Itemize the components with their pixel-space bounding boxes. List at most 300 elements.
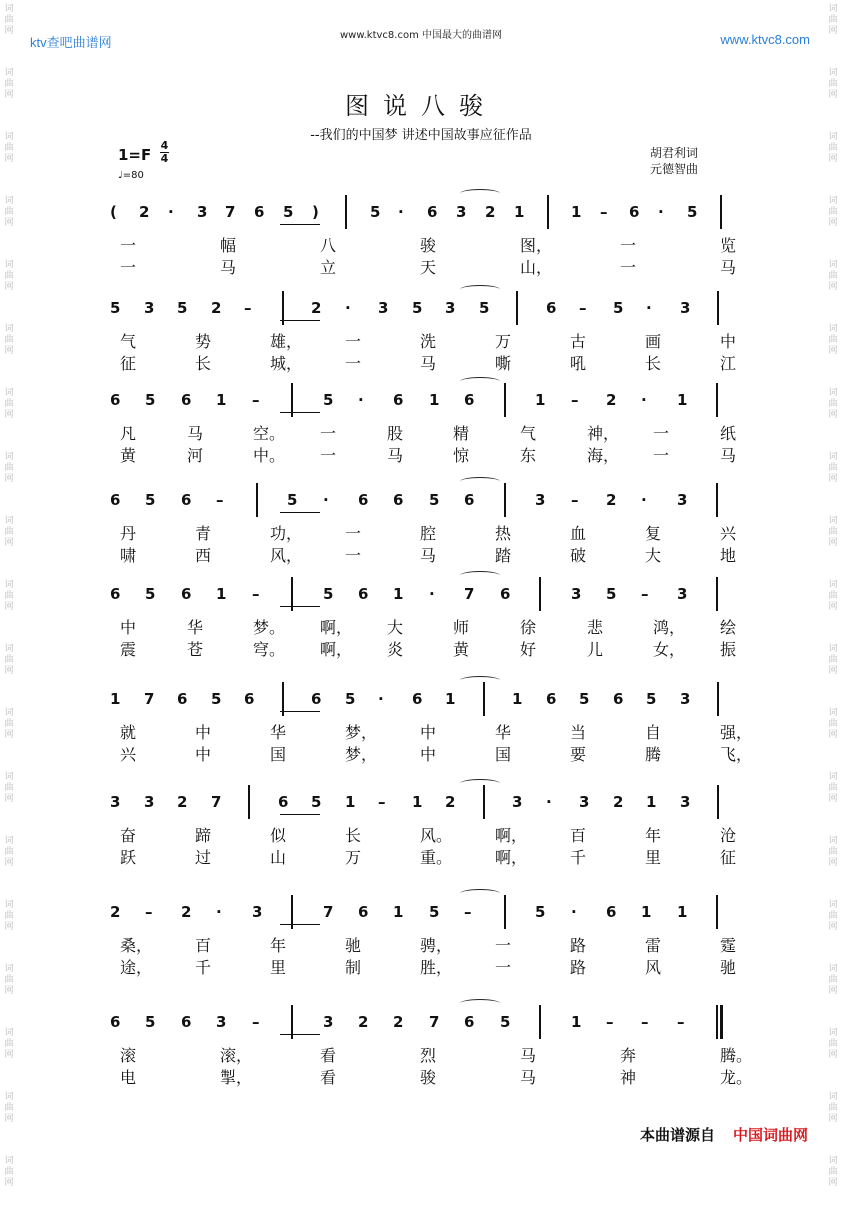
note: – (378, 793, 386, 811)
lyrics-verse-2 (100, 845, 744, 867)
lyric-syllable: 千 (195, 958, 212, 977)
note: 7 (464, 585, 475, 603)
note: – (464, 903, 472, 921)
note: 1 (216, 585, 227, 603)
lyric-syllable: 八 (320, 236, 337, 255)
lyric-syllable: 梦。 (253, 618, 286, 637)
lyric-syllable: 黄 (453, 640, 470, 659)
lyric-syllable: 骏 (420, 1068, 437, 1087)
note: 6 (110, 391, 121, 409)
note: 5 (177, 299, 188, 317)
note: 2 (606, 391, 617, 409)
lyric-syllable: 立 (320, 258, 337, 277)
note: 6 (546, 299, 557, 317)
lyric-syllable: 要 (570, 745, 587, 764)
note: · (546, 793, 552, 811)
lyric-syllable: 精 (453, 424, 470, 443)
lyric-syllable: 跃 (120, 848, 137, 867)
note: 6 (358, 491, 369, 509)
lyric-syllable: 山 (270, 848, 287, 867)
beam-underline (280, 814, 320, 815)
note: 3 (378, 299, 389, 317)
note: 2 (445, 793, 456, 811)
note: ) (312, 203, 319, 221)
note: – (252, 585, 260, 603)
lyric-syllable: 滚， (220, 1046, 253, 1065)
side-watermark-text: 词曲网 (828, 772, 838, 804)
lyric-syllable: 路 (570, 958, 587, 977)
side-watermark-text: 词曲网 (4, 964, 14, 996)
lyric-syllable: 幅 (220, 236, 237, 255)
lyrics-verse-2 (100, 1065, 753, 1087)
notation-line (100, 203, 744, 229)
note: 3 (445, 299, 456, 317)
side-watermark-text: 词曲网 (4, 580, 14, 612)
lyric-syllable: 一 (320, 424, 337, 443)
lyrics-verse-2 (100, 543, 744, 565)
lyric-syllable: 一 (345, 354, 362, 373)
note: · (216, 903, 222, 921)
barline (717, 682, 719, 716)
note: 6 (254, 203, 265, 221)
time-signature (160, 140, 169, 165)
lyric-syllable: 黄 (120, 446, 137, 465)
lyric-syllable: 华 (187, 618, 204, 637)
barline (716, 895, 718, 929)
lyric-syllable: 中 (420, 745, 437, 764)
lyrics-verse-2 (100, 955, 744, 977)
note: · (658, 203, 664, 221)
lyrics-verse-1 (100, 823, 744, 845)
note: ( (110, 203, 117, 221)
side-watermark-text: 词曲网 (828, 580, 838, 612)
note: 6 (427, 203, 438, 221)
note: · (323, 491, 329, 509)
lyric-syllable: 马 (720, 446, 737, 465)
lyric-syllable: 一 (345, 332, 362, 351)
side-watermark-text: 词曲网 (4, 900, 14, 932)
lyric-syllable: 骋， (420, 936, 453, 955)
lyric-syllable: 里 (270, 958, 287, 977)
note: – (244, 299, 252, 317)
note: 5 (145, 391, 156, 409)
slur-mark (460, 285, 500, 294)
lyric-syllable: 飞， (720, 745, 753, 764)
note: 7 (211, 793, 222, 811)
note: – (216, 491, 224, 509)
beam-underline (280, 224, 320, 225)
lyric-syllable: 洗 (420, 332, 437, 351)
footer-prefix: 本曲谱源自 (639, 1126, 715, 1144)
side-watermark-text: 词曲网 (828, 196, 838, 228)
final-barline (720, 1005, 723, 1039)
lyric-syllable: 啊， (495, 848, 528, 867)
note: 5 (429, 491, 440, 509)
lyric-syllable: 奋 (120, 826, 137, 845)
beam-underline (280, 711, 320, 712)
lyric-syllable: 一 (653, 424, 670, 443)
note: · (646, 299, 652, 317)
lyric-syllable: 当 (570, 723, 587, 742)
lyric-syllable: 破 (570, 546, 587, 565)
note: 6 (546, 690, 557, 708)
note: 5 (479, 299, 490, 317)
barline (504, 483, 506, 517)
note: 5 (145, 585, 156, 603)
note: 2 (181, 903, 192, 921)
lyric-syllable: 山， (520, 258, 553, 277)
lyric-syllable: 纸 (720, 424, 737, 443)
lyrics-verse-1 (100, 720, 753, 742)
composer-credit: 元德智曲 (650, 162, 699, 176)
lyric-syllable: 徐 (520, 618, 537, 637)
note: 3 (110, 793, 121, 811)
barline (504, 383, 506, 417)
note: 6 (358, 585, 369, 603)
lyric-syllable: 青 (195, 524, 212, 543)
note: 5 (613, 299, 624, 317)
slur-mark (460, 571, 500, 580)
lyric-syllable: 蹄 (195, 826, 212, 845)
lyric-syllable: 一 (320, 446, 337, 465)
side-watermark-text: 词曲网 (4, 708, 14, 740)
barline (483, 785, 485, 819)
side-watermark-text: 词曲网 (828, 836, 838, 868)
lyric-syllable: 穹。 (253, 640, 286, 659)
side-watermark-text: 词曲网 (828, 260, 838, 292)
lyric-syllable: 胜， (420, 958, 453, 977)
side-watermark-text: 词曲网 (828, 1092, 838, 1124)
lyric-syllable: 大 (387, 618, 404, 637)
note: 3 (512, 793, 523, 811)
note: 6 (110, 1013, 121, 1031)
lyric-syllable: 神 (620, 1068, 637, 1087)
note: 6 (412, 690, 423, 708)
lyricist-credit: 胡君利词 (650, 146, 699, 160)
lyric-syllable: 功， (270, 524, 303, 543)
note: 2 (139, 203, 150, 221)
side-watermark-text: 词曲网 (828, 1156, 838, 1188)
note: 5 (145, 491, 156, 509)
note: 5 (412, 299, 423, 317)
side-watermark-text: 词曲网 (828, 68, 838, 100)
lyric-syllable: 股 (387, 424, 404, 443)
lyric-syllable: 踏 (495, 546, 512, 565)
note: 3 (144, 793, 155, 811)
watermark-right-site[interactable]: www.ktvc8.com (720, 32, 810, 47)
lyric-syllable: 一 (345, 524, 362, 543)
barline (716, 1005, 718, 1039)
lyrics-verse-1 (100, 233, 744, 255)
side-watermark-text: 词曲网 (4, 1156, 14, 1188)
beam-underline (280, 512, 320, 513)
lyric-syllable: 师 (453, 618, 470, 637)
lyric-syllable: 征 (120, 354, 137, 373)
note: 1 (393, 903, 404, 921)
note: 6 (613, 690, 624, 708)
note: 5 (323, 391, 334, 409)
side-watermark-text: 词曲网 (828, 388, 838, 420)
note: 3 (323, 1013, 334, 1031)
lyrics-verse-2 (100, 742, 753, 764)
lyric-syllable: 城， (270, 354, 303, 373)
note: 1 (571, 203, 582, 221)
note: 6 (606, 903, 617, 921)
note: 1 (641, 903, 652, 921)
lyric-syllable: 风 (645, 958, 662, 977)
lyric-syllable: 百 (570, 826, 587, 845)
lyric-syllable: 热 (495, 524, 512, 543)
lyric-syllable: 振 (720, 640, 737, 659)
side-watermark-text: 词曲网 (828, 1028, 838, 1060)
note: 1 (445, 690, 456, 708)
side-watermark-text: 词曲网 (828, 4, 838, 36)
lyrics-verse-2 (100, 255, 744, 277)
note: 1 (110, 690, 121, 708)
lyric-syllable: 桑， (120, 936, 153, 955)
lyric-syllable: 华 (270, 723, 287, 742)
lyric-syllable: 江 (720, 354, 737, 373)
watermark-center: www.ktvc8.com 中国最大的曲谱网 (339, 30, 502, 41)
notation-line (100, 299, 744, 325)
note: 5 (429, 903, 440, 921)
lyric-syllable: 鸿， (653, 618, 686, 637)
note: 1 (514, 203, 525, 221)
song-subtitle: --我们的中国梦 讲述中国故事应征作品 (310, 128, 532, 143)
lyric-syllable: 中 (195, 723, 212, 742)
lyric-syllable: 万 (495, 332, 512, 351)
beam-underline (280, 1034, 320, 1035)
lyrics-verse-2 (100, 637, 744, 659)
lyric-syllable: 兴 (720, 524, 737, 543)
note: 5 (287, 491, 298, 509)
lyric-syllable: 强， (720, 723, 753, 742)
note: 6 (629, 203, 640, 221)
note: 6 (464, 491, 475, 509)
lyric-syllable: 吼 (570, 354, 587, 373)
notation-line (100, 391, 744, 417)
note: 2 (485, 203, 496, 221)
footer-source-link[interactable]: 中国词曲网 (732, 1126, 808, 1144)
notation-line (100, 793, 744, 819)
lyric-syllable: 苍 (187, 640, 204, 659)
lyric-syllable: 就 (120, 723, 137, 742)
barline (483, 682, 485, 716)
lyric-syllable: 国 (495, 745, 512, 764)
lyric-syllable: 沧 (720, 826, 737, 845)
lyric-syllable: 滚 (120, 1046, 137, 1065)
lyrics-verse-2 (100, 351, 744, 373)
note: 5 (687, 203, 698, 221)
lyric-syllable: 自 (645, 723, 662, 742)
lyric-syllable: 马 (520, 1046, 537, 1065)
time-top: 4 (160, 139, 169, 152)
key-signature: 1=F (118, 146, 152, 164)
lyric-syllable: 腔 (420, 524, 437, 543)
lyric-syllable: 雄， (270, 332, 303, 351)
lyric-syllable: 马 (520, 1068, 537, 1087)
side-watermark-text: 词曲网 (4, 772, 14, 804)
note: – (606, 1013, 614, 1031)
barline (539, 1005, 541, 1039)
watermark-left-site[interactable]: ktv查吧曲谱网 (30, 35, 112, 50)
note: 5 (579, 690, 590, 708)
side-watermark-right (826, 0, 840, 1188)
beam-underline (280, 412, 320, 413)
lyric-syllable: 掣， (220, 1068, 253, 1087)
lyric-syllable: 啊， (320, 618, 353, 637)
barline (516, 291, 518, 325)
barline (716, 577, 718, 611)
lyric-syllable: 千 (570, 848, 587, 867)
note: 6 (311, 690, 322, 708)
barline (256, 483, 258, 517)
note: · (641, 491, 647, 509)
lyric-syllable: 马 (220, 258, 237, 277)
beam-underline (280, 924, 320, 925)
lyric-syllable: 气 (120, 332, 137, 351)
lyric-syllable: 长 (345, 826, 362, 845)
note: 7 (323, 903, 334, 921)
lyric-syllable: 血 (570, 524, 587, 543)
note: 3 (579, 793, 590, 811)
note: 5 (646, 690, 657, 708)
note: 6 (464, 391, 475, 409)
note: 2 (613, 793, 624, 811)
note: 6 (500, 585, 511, 603)
barline (716, 383, 718, 417)
note: – (252, 391, 260, 409)
lyric-syllable: 中。 (253, 446, 286, 465)
note: – (571, 491, 579, 509)
note: – (677, 1013, 685, 1031)
lyric-syllable: 一 (495, 958, 512, 977)
lyrics-verse-1 (100, 421, 744, 443)
lyric-syllable: 东 (520, 446, 537, 465)
lyric-syllable: 气 (520, 424, 537, 443)
lyric-syllable: 制 (345, 958, 362, 977)
lyric-syllable: 万 (345, 848, 362, 867)
lyric-syllable: 马 (387, 446, 404, 465)
note: – (145, 903, 153, 921)
side-watermark-text: 词曲网 (4, 4, 14, 36)
note: – (600, 203, 608, 221)
footer-source (640, 1124, 808, 1145)
lyric-syllable: 腾 (645, 745, 662, 764)
lyric-syllable: 长 (195, 354, 212, 373)
lyric-syllable: 霆 (720, 936, 737, 955)
notation-line (100, 491, 744, 517)
lyric-syllable: 空。 (253, 424, 286, 443)
lyric-syllable: 雷 (645, 936, 662, 955)
lyric-syllable: 中 (420, 723, 437, 742)
note: 6 (110, 585, 121, 603)
note: 5 (345, 690, 356, 708)
note: 3 (677, 585, 688, 603)
barline (716, 483, 718, 517)
note: 1 (646, 793, 657, 811)
side-watermark-text: 词曲网 (4, 516, 14, 548)
lyric-syllable: 腾。 (720, 1046, 753, 1065)
side-watermark-text: 词曲网 (828, 708, 838, 740)
lyrics-verse-2 (100, 443, 744, 465)
barline (539, 577, 541, 611)
lyrics-verse-1 (100, 329, 744, 351)
lyrics-verse-1 (100, 615, 744, 637)
note: 1 (429, 391, 440, 409)
note: 6 (358, 903, 369, 921)
note: 2 (606, 491, 617, 509)
note: 6 (177, 690, 188, 708)
note: 2 (311, 299, 322, 317)
note: 3 (571, 585, 582, 603)
note: – (579, 299, 587, 317)
lyric-syllable: 一 (120, 236, 137, 255)
lyric-syllable: 一 (120, 258, 137, 277)
note: · (641, 391, 647, 409)
barline (720, 195, 722, 229)
side-watermark-text: 词曲网 (828, 900, 838, 932)
lyrics-verse-1 (100, 521, 744, 543)
lyric-syllable: 嘶 (495, 354, 512, 373)
note: 5 (283, 203, 294, 221)
lyric-syllable: 一 (620, 258, 637, 277)
time-bottom: 4 (160, 152, 169, 165)
note: 3 (456, 203, 467, 221)
lyric-syllable: 丹 (120, 524, 137, 543)
note: – (571, 391, 579, 409)
note: 6 (181, 585, 192, 603)
note: 5 (311, 793, 322, 811)
lyric-syllable: 览 (720, 236, 737, 255)
side-watermark-left (2, 0, 16, 1188)
side-watermark-text: 词曲网 (4, 644, 14, 676)
side-watermark-text: 词曲网 (4, 1028, 14, 1060)
lyric-syllable: 路 (570, 936, 587, 955)
note: 3 (197, 203, 208, 221)
lyric-syllable: 地 (720, 546, 737, 565)
lyric-syllable: 女， (653, 640, 686, 659)
note: 2 (358, 1013, 369, 1031)
lyric-syllable: 国 (270, 745, 287, 764)
side-watermark-text: 词曲网 (4, 260, 14, 292)
lyric-syllable: 画 (645, 332, 662, 351)
lyric-syllable: 大 (645, 546, 662, 565)
barline (248, 785, 250, 819)
note: 6 (464, 1013, 475, 1031)
side-watermark-text: 词曲网 (4, 196, 14, 228)
lyric-syllable: 中 (720, 332, 737, 351)
barline (547, 195, 549, 229)
lyric-syllable: 奔 (620, 1046, 637, 1065)
note: 7 (429, 1013, 440, 1031)
note: 6 (181, 491, 192, 509)
lyric-syllable: 梦， (345, 723, 378, 742)
lyric-syllable: 龙。 (720, 1068, 753, 1087)
lyric-syllable: 年 (645, 826, 662, 845)
lyric-syllable: 复 (645, 524, 662, 543)
note: 6 (181, 391, 192, 409)
slur-mark (460, 377, 500, 386)
notation-line (100, 585, 744, 611)
note: 6 (110, 491, 121, 509)
note: 1 (677, 391, 688, 409)
lyric-syllable: 烈 (420, 1046, 437, 1065)
lyric-syllable: 长 (645, 354, 662, 373)
side-watermark-text: 词曲网 (828, 644, 838, 676)
note: 1 (345, 793, 356, 811)
note: · (345, 299, 351, 317)
